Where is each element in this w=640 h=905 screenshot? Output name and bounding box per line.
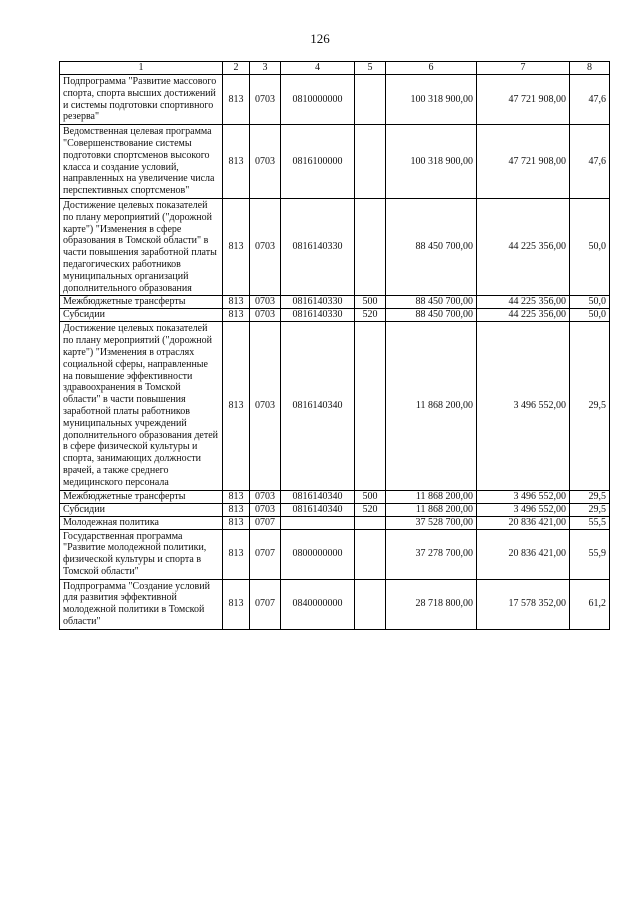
budget-table bbox=[59, 61, 610, 630]
row-name: Молодежная политика bbox=[60, 516, 223, 529]
section-code: 0703 bbox=[250, 296, 281, 309]
section-code: 0707 bbox=[250, 516, 281, 529]
target-code bbox=[281, 516, 355, 529]
execution-percent: 29,5 bbox=[570, 503, 610, 516]
section-code: 0703 bbox=[250, 322, 281, 490]
table-row bbox=[60, 322, 610, 490]
execution-percent: 29,5 bbox=[570, 322, 610, 490]
plan-amount: 100 318 900,00 bbox=[386, 75, 477, 125]
plan-amount: 88 450 700,00 bbox=[386, 198, 477, 295]
row-name: Подпрограмма "Развитие массового спорта, спорта высших достижений и системы подготовки спортивного резерва" bbox=[60, 75, 223, 125]
execution-percent: 29,5 bbox=[570, 490, 610, 503]
row-name: Ведомственная целевая программа "Совершенствование системы подготовки спортсменов высокого класса и создание условий, направленных на увеличение числа перспективных спортсменов" bbox=[60, 125, 223, 199]
expense-type-code: 500 bbox=[355, 490, 386, 503]
fact-amount: 3 496 552,00 bbox=[477, 503, 570, 516]
fact-amount: 47 721 908,00 bbox=[477, 125, 570, 199]
execution-percent: 50,0 bbox=[570, 309, 610, 322]
target-code: 0816100000 bbox=[281, 125, 355, 199]
section-code: 0703 bbox=[250, 503, 281, 516]
table-row bbox=[60, 529, 610, 579]
ved-code: 813 bbox=[223, 529, 250, 579]
header-cell: 8 bbox=[570, 62, 610, 75]
row-name: Государственная программа "Развитие молодежной политики, физической культуры и спорта в Томской области" bbox=[60, 529, 223, 579]
header-cell: 5 bbox=[355, 62, 386, 75]
table-row bbox=[60, 503, 610, 516]
fact-amount: 44 225 356,00 bbox=[477, 198, 570, 295]
table-row bbox=[60, 516, 610, 529]
expense-type-code: 520 bbox=[355, 309, 386, 322]
execution-percent: 55,5 bbox=[570, 516, 610, 529]
ved-code: 813 bbox=[223, 296, 250, 309]
header-cell: 1 bbox=[60, 62, 223, 75]
fact-amount: 20 836 421,00 bbox=[477, 529, 570, 579]
row-name: Межбюджетные трансферты bbox=[60, 296, 223, 309]
ved-code: 813 bbox=[223, 579, 250, 629]
target-code: 0816140330 bbox=[281, 198, 355, 295]
header-cell: 6 bbox=[386, 62, 477, 75]
row-name: Достижение целевых показателей по плану мероприятий ("дорожной карте") "Изменения в отраслях социальной сферы, направленные на повышение эффективности здравоохранения в Томской области" в части повышения заработной платы работников муниципальных учреждений дополнительного образования детей в сфере физической культуры и спорта, занимающих должности врачей, а также среднего медицинского персонала bbox=[60, 322, 223, 490]
expense-type-code: 500 bbox=[355, 296, 386, 309]
table-row bbox=[60, 296, 610, 309]
expense-type-code bbox=[355, 75, 386, 125]
row-name: Субсидии bbox=[60, 309, 223, 322]
section-code: 0703 bbox=[250, 125, 281, 199]
expense-type-code bbox=[355, 198, 386, 295]
section-code: 0707 bbox=[250, 579, 281, 629]
section-code: 0703 bbox=[250, 198, 281, 295]
execution-percent: 50,0 bbox=[570, 198, 610, 295]
row-name: Достижение целевых показателей по плану мероприятий ("дорожной карте") "Изменения в сфере образования в Томской области" в части повышения заработной платы педагогических работников муниципальных организаций дополнительного образования bbox=[60, 198, 223, 295]
expense-type-code bbox=[355, 529, 386, 579]
target-code: 0816140340 bbox=[281, 503, 355, 516]
fact-amount: 47 721 908,00 bbox=[477, 75, 570, 125]
header-cell: 3 bbox=[250, 62, 281, 75]
target-code: 0816140340 bbox=[281, 490, 355, 503]
fact-amount: 3 496 552,00 bbox=[477, 322, 570, 490]
page-number: 126 bbox=[310, 31, 330, 46]
expense-type-code bbox=[355, 125, 386, 199]
table-row bbox=[60, 125, 610, 199]
plan-amount: 88 450 700,00 bbox=[386, 309, 477, 322]
execution-percent: 55,9 bbox=[570, 529, 610, 579]
target-code: 0816140340 bbox=[281, 322, 355, 490]
header-cell: 4 bbox=[281, 62, 355, 75]
ved-code: 813 bbox=[223, 309, 250, 322]
table-row bbox=[60, 579, 610, 629]
expense-type-code: 520 bbox=[355, 503, 386, 516]
ved-code: 813 bbox=[223, 516, 250, 529]
ved-code: 813 bbox=[223, 503, 250, 516]
target-code: 0816140330 bbox=[281, 309, 355, 322]
fact-amount: 44 225 356,00 bbox=[477, 309, 570, 322]
fact-amount: 17 578 352,00 bbox=[477, 579, 570, 629]
target-code: 0800000000 bbox=[281, 529, 355, 579]
ved-code: 813 bbox=[223, 75, 250, 125]
plan-amount: 28 718 800,00 bbox=[386, 579, 477, 629]
expense-type-code bbox=[355, 579, 386, 629]
header-cell: 7 bbox=[477, 62, 570, 75]
header-row bbox=[60, 62, 610, 75]
execution-percent: 50,0 bbox=[570, 296, 610, 309]
plan-amount: 88 450 700,00 bbox=[386, 296, 477, 309]
fact-amount: 3 496 552,00 bbox=[477, 490, 570, 503]
plan-amount: 37 278 700,00 bbox=[386, 529, 477, 579]
expense-type-code bbox=[355, 516, 386, 529]
row-name: Межбюджетные трансферты bbox=[60, 490, 223, 503]
execution-percent: 47,6 bbox=[570, 125, 610, 199]
table-row bbox=[60, 198, 610, 295]
section-code: 0703 bbox=[250, 490, 281, 503]
fact-amount: 20 836 421,00 bbox=[477, 516, 570, 529]
plan-amount: 11 868 200,00 bbox=[386, 490, 477, 503]
target-code: 0810000000 bbox=[281, 75, 355, 125]
ved-code: 813 bbox=[223, 322, 250, 490]
table-row bbox=[60, 309, 610, 322]
section-code: 0703 bbox=[250, 75, 281, 125]
ved-code: 813 bbox=[223, 125, 250, 199]
execution-percent: 47,6 bbox=[570, 75, 610, 125]
header-cell: 2 bbox=[223, 62, 250, 75]
row-name: Субсидии bbox=[60, 503, 223, 516]
row-name: Подпрограмма "Создание условий для развития эффективной молодежной политики в Томской области" bbox=[60, 579, 223, 629]
plan-amount: 37 528 700,00 bbox=[386, 516, 477, 529]
section-code: 0703 bbox=[250, 309, 281, 322]
plan-amount: 11 868 200,00 bbox=[386, 322, 477, 490]
plan-amount: 11 868 200,00 bbox=[386, 503, 477, 516]
target-code: 0816140330 bbox=[281, 296, 355, 309]
plan-amount: 100 318 900,00 bbox=[386, 125, 477, 199]
section-code: 0707 bbox=[250, 529, 281, 579]
target-code: 0840000000 bbox=[281, 579, 355, 629]
table-row bbox=[60, 490, 610, 503]
ved-code: 813 bbox=[223, 490, 250, 503]
table-row bbox=[60, 75, 610, 125]
expense-type-code bbox=[355, 322, 386, 490]
ved-code: 813 bbox=[223, 198, 250, 295]
execution-percent: 61,2 bbox=[570, 579, 610, 629]
fact-amount: 44 225 356,00 bbox=[477, 296, 570, 309]
